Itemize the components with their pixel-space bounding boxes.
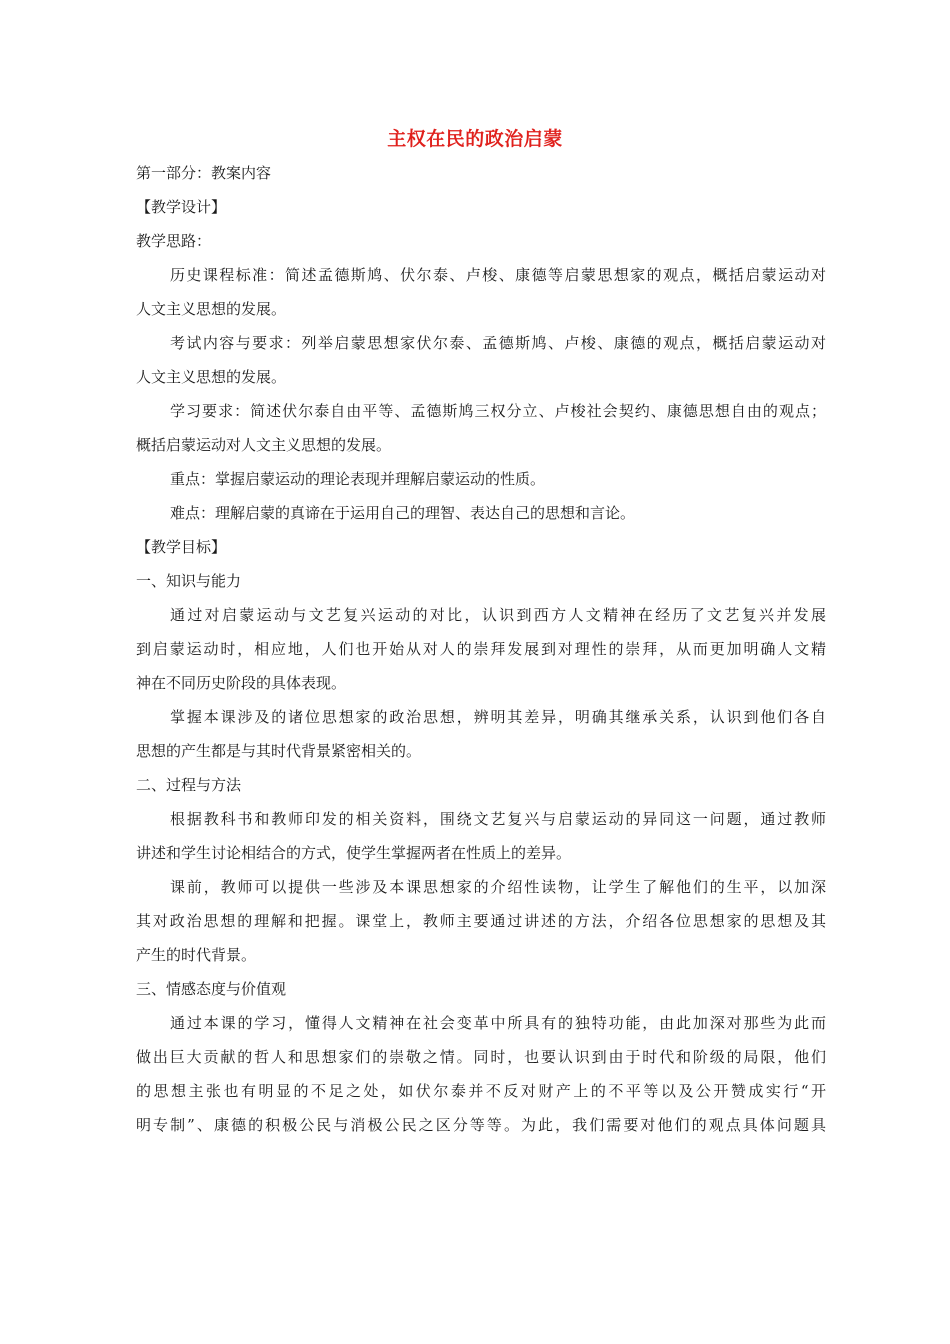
paragraph-line: 人文主义思想的发展。: [136, 368, 287, 386]
paragraph-line: 考试内容与要求：列举启蒙思想家伏尔泰、孟德斯鸠、卢梭、康德的观点，概括启蒙运动对: [170, 334, 826, 352]
paragraph-line: 根据教科书和教师印发的相关资料，围绕文艺复兴与启蒙运动的异同这一问题，通过教师: [170, 810, 826, 828]
section-heading: 【教学设计】: [136, 198, 227, 216]
paragraph-line: 神在不同历史阶段的具体表现。: [136, 674, 347, 692]
paragraph-line: 讲述和学生讨论相结合的方式，使学生掌握两者在性质上的差异。: [136, 844, 572, 862]
document-title: 主权在民的政治启蒙: [387, 128, 563, 150]
subheading: 二、过程与方法: [136, 776, 242, 794]
paragraph-line: 学习要求：简述伏尔泰自由平等、孟德斯鸠三权分立、卢梭社会契约、康德思想自由的观点；: [170, 402, 826, 420]
paragraph-line: 课前，教师可以提供一些涉及本课思想家的介绍性读物，让学生了解他们的生平，以加深: [170, 878, 826, 896]
section-heading: 【教学目标】: [136, 538, 227, 556]
paragraph-line: 掌握本课涉及的诸位思想家的政治思想，辨明其差异，明确其继承关系，认识到他们各自: [170, 708, 826, 726]
paragraph-line: 明专制”、康德的积极公民与消极公民之区分等等。为此，我们需要对他们的观点具体问题具: [136, 1116, 826, 1134]
paragraph-line: 人文主义思想的发展。: [136, 300, 287, 318]
paragraph-line: 历史课程标准：简述孟德斯鸠、伏尔泰、卢梭、康德等启蒙思想家的观点，概括启蒙运动对: [170, 266, 826, 284]
document-body: [136, 156, 826, 1142]
paragraph-line: 重点：掌握启蒙运动的理论表现并理解启蒙运动的性质。: [170, 470, 546, 488]
paragraph-line: 其对政治思想的理解和把握。课堂上，教师主要通过讲述的方法，介绍各位思想家的思想及其: [136, 912, 826, 930]
paragraph-line: 通过本课的学习，懂得人文精神在社会变革中所具有的独特功能，由此加深对那些为此而: [170, 1014, 826, 1032]
paragraph-line: 思想的产生都是与其时代背景紧密相关的。: [136, 742, 422, 760]
paragraph-line: 难点：理解启蒙的真谛在于运用自己的理智、表达自己的思想和言论。: [170, 504, 636, 522]
subheading: 三、情感态度与价值观: [136, 980, 287, 998]
subheading: 一、知识与能力: [136, 572, 242, 590]
paragraph-line: 到启蒙运动时，相应地，人们也开始从对人的崇拜发展到对理性的崇拜，从而更加明确人文精: [136, 640, 826, 658]
section-label: 第一部分：教案内容: [136, 164, 272, 182]
paragraph-line: 产生的时代背景。: [136, 946, 257, 964]
paragraph-line: 的思想主张也有明显的不足之处，如伏尔泰并不反对财产上的不平等以及公开赞成实行“开: [136, 1082, 826, 1100]
paragraph-line: 概括启蒙运动对人文主义思想的发展。: [136, 436, 392, 454]
paragraph-line: 通过对启蒙运动与文艺复兴运动的对比，认识到西方人文精神在经历了文艺复兴并发展: [170, 606, 826, 624]
subheading: 教学思路：: [136, 232, 212, 250]
paragraph-line: 做出巨大贡献的哲人和思想家们的崇敬之情。同时，也要认识到由于时代和阶级的局限，他们: [136, 1048, 826, 1066]
